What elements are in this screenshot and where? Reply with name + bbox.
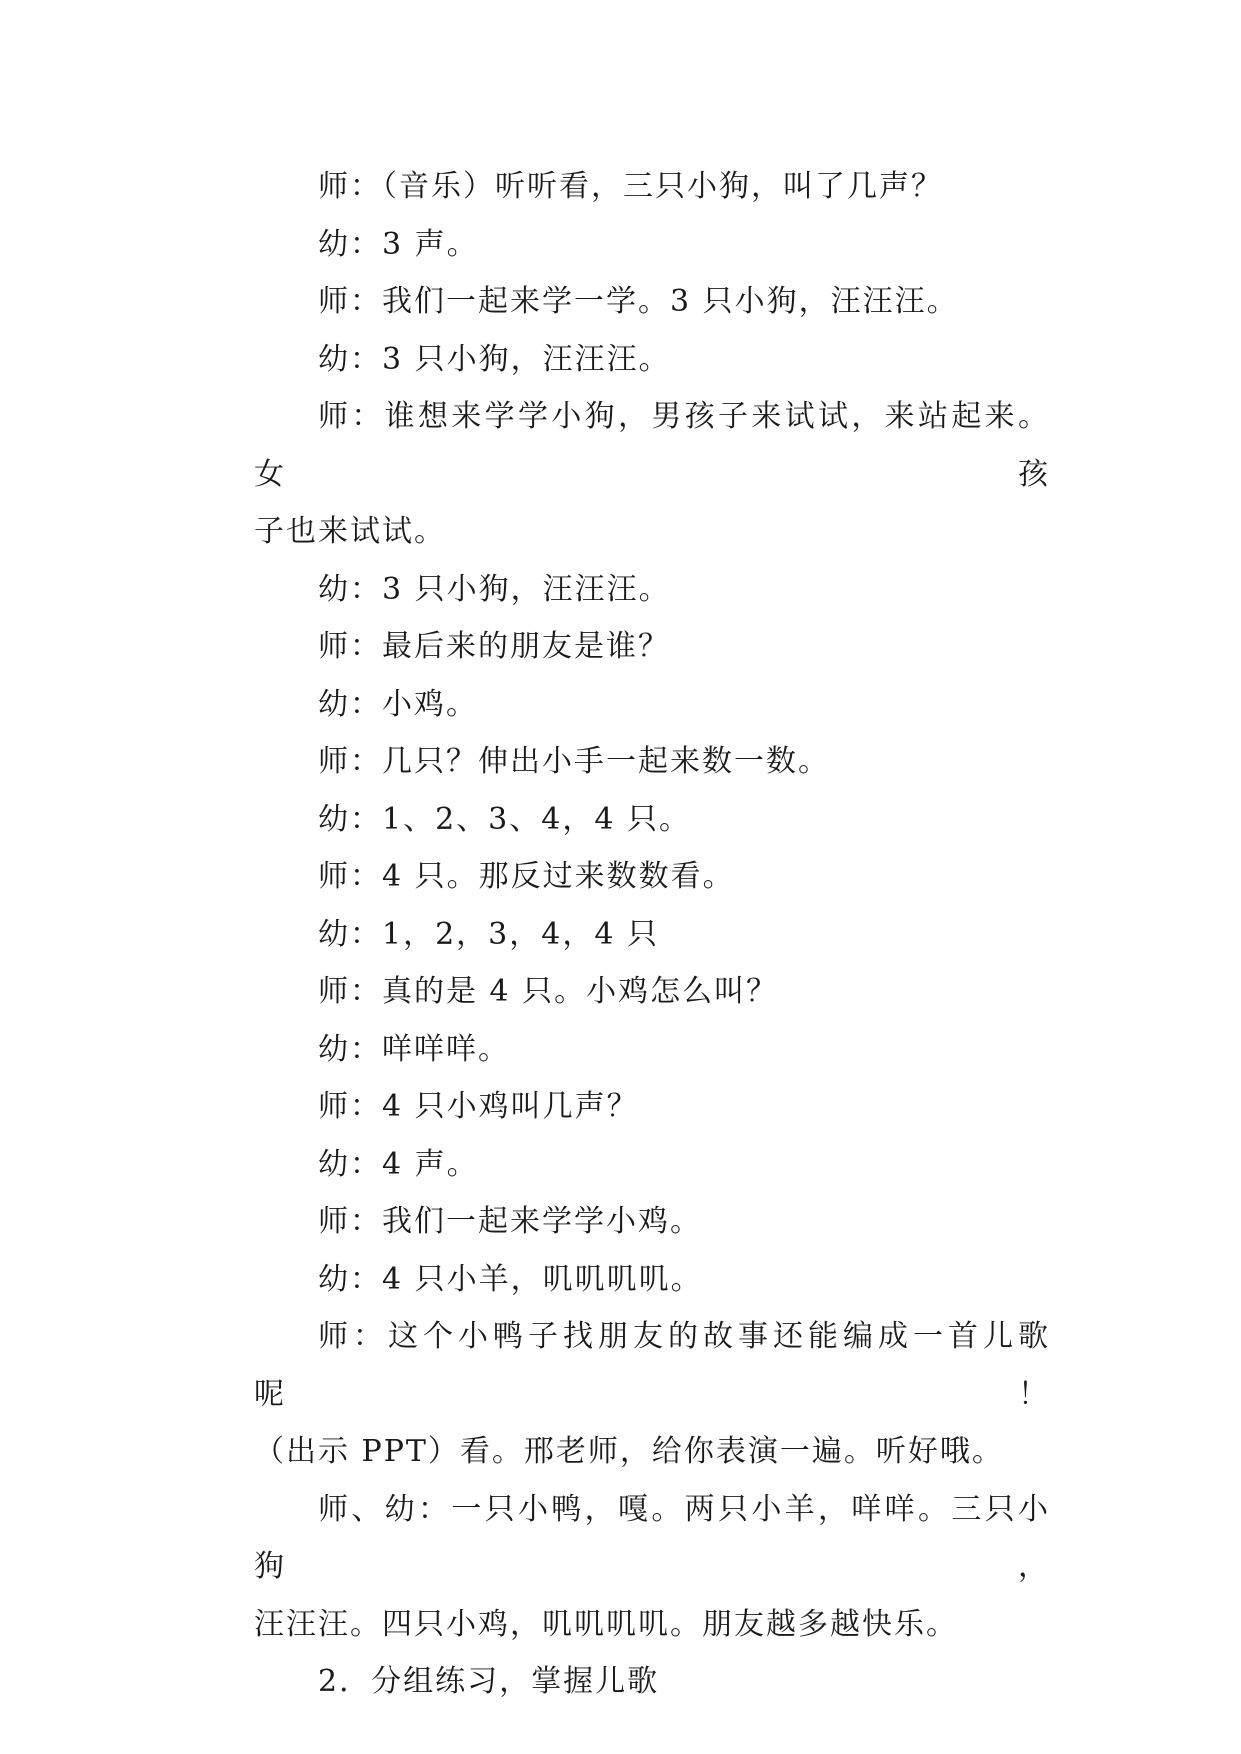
- paragraph: [190, 906, 1050, 964]
- paragraph: [190, 331, 1050, 389]
- text-line: 幼：3 声。: [318, 226, 479, 262]
- text-line: 幼：3 只小狗，汪汪汪。: [318, 341, 671, 377]
- paragraph: [190, 273, 1050, 331]
- paragraph: [190, 791, 1050, 849]
- paragraph: [190, 733, 1050, 791]
- paragraph: [190, 676, 1050, 734]
- text-line: 2．分组练习，掌握儿歌: [318, 1664, 660, 1699]
- paragraph: [190, 1193, 1050, 1251]
- text-line: 幼：4 声。: [318, 1146, 479, 1182]
- paragraph: [190, 1308, 1050, 1481]
- text-line: 师：我们一起来学学小鸡。: [318, 1204, 702, 1239]
- paragraph: [190, 388, 1050, 561]
- paragraph: [190, 1078, 1050, 1136]
- text-line: （出示 PPT）看。邢老师，给你表演一遍。听好哦。: [254, 1434, 1004, 1469]
- paragraph: [190, 963, 1050, 1021]
- paragraph: [190, 1481, 1050, 1654]
- text-line: 师：（音乐）听听看，三只小狗，叫了几声？: [318, 169, 943, 204]
- paragraph: [190, 1021, 1050, 1079]
- paragraph: [190, 561, 1050, 619]
- paragraph: [190, 216, 1050, 274]
- text-line: 师：4 只小鸡叫几声？: [318, 1089, 639, 1124]
- document-body: [190, 158, 1050, 1711]
- text-line: 幼：1、2、3、4，4 只。: [318, 801, 691, 837]
- paragraph: [190, 1251, 1050, 1309]
- text-line: 师：真的是 4 只。小鸡怎么叫？: [318, 974, 779, 1009]
- text-line: 汪汪汪。四只小鸡，叽叽叽叽。朋友越多越快乐。: [254, 1606, 958, 1642]
- paragraph: [190, 618, 1050, 676]
- paragraph: [190, 1136, 1050, 1194]
- text-line: 师、幼：一只小鸭，嘎。两只小羊，咩咩。三只小狗，: [254, 1491, 1050, 1584]
- text-line: 子也来试试。: [254, 514, 446, 549]
- text-line: 师：几只？伸出小手一起来数一数。: [318, 744, 830, 779]
- text-line: 师：这个小鸭子找朋友的故事还能编成一首儿歌呢！: [254, 1319, 1050, 1412]
- text-line: 幼：4 只小羊，叽叽叽叽。: [318, 1261, 703, 1297]
- text-line: 幼：咩咩咩。: [318, 1031, 510, 1067]
- text-line: 师：4 只。那反过来数数看。: [318, 859, 735, 894]
- paragraph: [190, 848, 1050, 906]
- paragraph: [190, 158, 1050, 216]
- text-line: 幼：3 只小狗，汪汪汪。: [318, 571, 671, 607]
- text-line: 师：谁想来学学小狗，男孩子来试试，来站起来。女孩: [254, 399, 1050, 492]
- text-line: 幼：小鸡。: [318, 686, 478, 722]
- paragraph: [190, 1653, 1050, 1711]
- text-line: 师：最后来的朋友是谁？: [318, 629, 670, 664]
- text-line: 幼：1，2，3，4，4 只: [318, 916, 659, 952]
- text-line: 师：我们一起来学一学。3 只小狗，汪汪汪。: [318, 284, 959, 319]
